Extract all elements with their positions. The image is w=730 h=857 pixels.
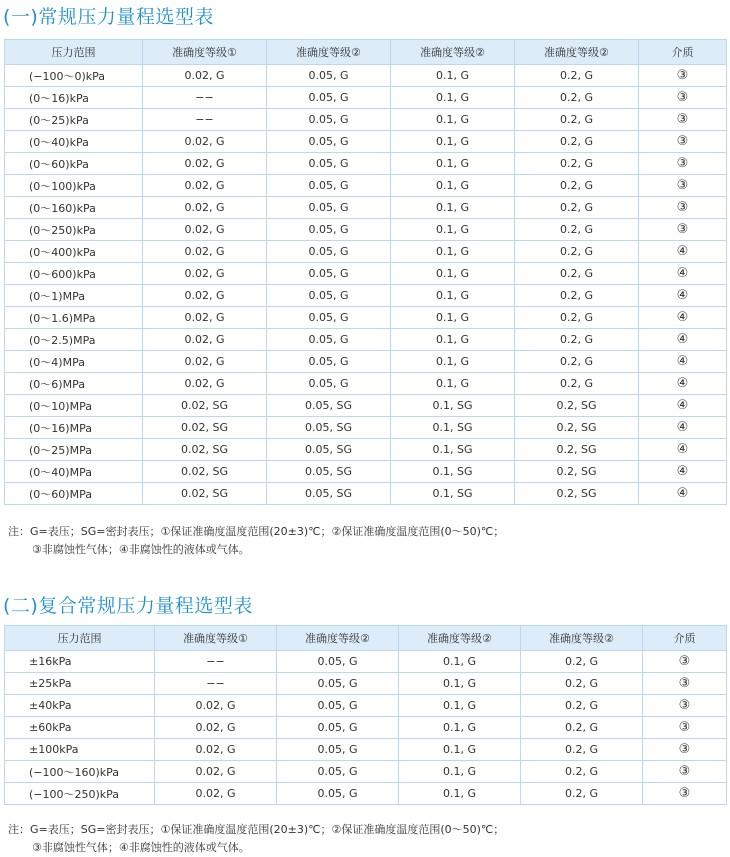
cell-medium: ③ [639,197,727,219]
cell-accuracy-class-2c: 0.2, G [515,373,639,395]
cell-accuracy-class-2b: 0.1, G [391,109,515,131]
cell-medium: ④ [639,351,727,373]
cell-medium: ③ [639,87,727,109]
cell-accuracy-class-2b: 0.1, G [399,761,521,783]
cell-pressure-range: ±100kPa [5,739,155,761]
cell-medium: ④ [639,395,727,417]
cell-accuracy-class-2b: 0.1, G [391,87,515,109]
cell-accuracy-class-1: 0.02, G [143,197,267,219]
cell-pressure-range: (0～16)kPa [5,87,143,109]
table-row [5,329,727,351]
table-row [5,109,727,131]
table-header-row [5,626,727,651]
cell-medium: ④ [639,417,727,439]
cell-accuracy-class-2c: 0.2, SG [515,417,639,439]
cell-accuracy-class-2a: 0.05, G [267,307,391,329]
cell-accuracy-class-1: 0.02, G [155,717,277,739]
table-row [5,197,727,219]
cell-accuracy-class-2c: 0.2, G [515,175,639,197]
cell-accuracy-class-2a: 0.05, G [267,285,391,307]
section-title-compound-range: (二)复合常规压力量程选型表 [3,595,253,617]
cell-accuracy-class-1: 0.02, G [155,783,277,805]
cell-accuracy-class-1: 0.02, G [155,739,277,761]
cell-accuracy-class-2a: 0.05, SG [267,417,391,439]
cell-accuracy-class-2c: 0.2, G [521,651,643,673]
cell-accuracy-class-2a: 0.05, G [267,241,391,263]
cell-accuracy-class-2a: 0.05, G [277,673,399,695]
cell-medium: ③ [639,219,727,241]
cell-accuracy-class-2a: 0.05, G [267,351,391,373]
cell-accuracy-class-2a: 0.05, SG [267,395,391,417]
cell-accuracy-class-2b: 0.1, G [391,219,515,241]
cell-accuracy-class-1: 0.02, G [143,65,267,87]
cell-accuracy-class-2a: 0.05, G [267,87,391,109]
cell-accuracy-class-2c: 0.2, SG [515,461,639,483]
cell-medium: ③ [639,131,727,153]
cell-accuracy-class-2b: 0.1, G [391,153,515,175]
cell-accuracy-class-2a: 0.05, G [267,175,391,197]
cell-accuracy-class-2a: 0.05, G [267,131,391,153]
cell-medium: ④ [639,439,727,461]
cell-accuracy-class-2b: 0.1, G [391,65,515,87]
cell-pressure-range: (0～100)kPa [5,175,143,197]
table-row [5,351,727,373]
cell-accuracy-class-2b: 0.1, G [391,131,515,153]
cell-accuracy-class-2a: 0.05, G [267,219,391,241]
cell-medium: ④ [639,285,727,307]
cell-accuracy-class-2b: 0.1, SG [391,439,515,461]
table-row [5,87,727,109]
table-row [5,417,727,439]
cell-accuracy-class-1: 0.02, G [143,285,267,307]
cell-medium: ③ [643,717,727,739]
cell-pressure-range: (0～40)MPa [5,461,143,483]
cell-accuracy-class-2b: 0.1, G [391,373,515,395]
table-row [5,175,727,197]
note-line: 注：G=表压；SG=密封表压；①保证准确度温度范围(20±3)℃；②保证准确度温度范围(0～50)℃； [8,525,505,538]
cell-accuracy-class-2b: 0.1, G [399,695,521,717]
cell-pressure-range: (0～160)kPa [5,197,143,219]
cell-accuracy-class-2a: 0.05, G [267,263,391,285]
cell-accuracy-class-2c: 0.2, G [515,65,639,87]
cell-pressure-range: (0～1.6)MPa [5,307,143,329]
cell-pressure-range: (0～4)MPa [5,351,143,373]
cell-medium: ④ [639,329,727,351]
cell-accuracy-class-2a: 0.05, G [267,329,391,351]
column-header-accuracy-class-1: 准确度等级① [143,40,267,65]
cell-medium: ③ [643,695,727,717]
cell-accuracy-class-1: 0.02, G [143,307,267,329]
cell-accuracy-class-2c: 0.2, G [515,219,639,241]
cell-accuracy-class-2c: 0.2, G [521,761,643,783]
cell-accuracy-class-1: 0.02, SG [143,417,267,439]
table-row [5,307,727,329]
column-header-accuracy-class-1: 准确度等级① [155,626,277,651]
note-line: 注：G=表压；SG=密封表压；①保证准确度温度范围(20±3)℃；②保证准确度温度范围(0～50)℃； [8,823,505,836]
cell-accuracy-class-2b: 0.1, G [391,263,515,285]
cell-accuracy-class-2c: 0.2, G [515,241,639,263]
cell-accuracy-class-2a: 0.05, G [267,153,391,175]
column-header-accuracy-class-2c: 准确度等级② [515,40,639,65]
cell-accuracy-class-2a: 0.05, G [277,695,399,717]
note-line: ③非腐蚀性气体；④非腐蚀性的液体或气体。 [32,841,250,854]
cell-medium: ④ [639,263,727,285]
cell-pressure-range: (0～250)kPa [5,219,143,241]
cell-accuracy-class-1: −− [155,673,277,695]
cell-accuracy-class-2c: 0.2, G [515,307,639,329]
cell-accuracy-class-2c: 0.2, G [521,739,643,761]
cell-accuracy-class-1: −− [155,651,277,673]
cell-pressure-range: (−100～160)kPa [5,761,155,783]
column-header-pressure-range: 压力范围 [5,40,143,65]
column-header-accuracy-class-2c: 准确度等级② [521,626,643,651]
table-row [5,783,727,805]
section-title-standard-range: (一)常规压力量程选型表 [3,6,214,28]
cell-medium: ④ [639,373,727,395]
cell-medium: ④ [639,483,727,505]
cell-accuracy-class-2a: 0.05, G [277,651,399,673]
table-row [5,461,727,483]
cell-medium: ④ [639,241,727,263]
table-row [5,739,727,761]
cell-accuracy-class-2b: 0.1, G [399,783,521,805]
cell-accuracy-class-1: −− [143,109,267,131]
cell-pressure-range: ±16kPa [5,651,155,673]
cell-accuracy-class-2b: 0.1, G [391,197,515,219]
cell-accuracy-class-2b: 0.1, G [391,285,515,307]
cell-accuracy-class-2a: 0.05, G [277,761,399,783]
column-header-medium: 介质 [643,626,727,651]
table-header-row [5,40,727,65]
cell-medium: ④ [639,461,727,483]
table-row [5,439,727,461]
cell-accuracy-class-2b: 0.1, SG [391,483,515,505]
cell-accuracy-class-1: 0.02, G [143,153,267,175]
cell-accuracy-class-2c: 0.2, SG [515,395,639,417]
cell-accuracy-class-1: 0.02, G [155,761,277,783]
cell-accuracy-class-2b: 0.1, G [399,673,521,695]
table-row [5,153,727,175]
cell-accuracy-class-2b: 0.1, SG [391,417,515,439]
cell-pressure-range: ±40kPa [5,695,155,717]
cell-accuracy-class-2c: 0.2, G [515,87,639,109]
cell-pressure-range: (−100～0)kPa [5,65,143,87]
note-line: ③非腐蚀性气体；④非腐蚀性的液体或气体。 [32,543,250,556]
cell-medium: ④ [639,307,727,329]
cell-accuracy-class-1: 0.02, G [143,131,267,153]
table-row [5,695,727,717]
cell-pressure-range: (0～40)kPa [5,131,143,153]
cell-pressure-range: (0～60)MPa [5,483,143,505]
cell-accuracy-class-2b: 0.1, G [391,351,515,373]
cell-accuracy-class-2a: 0.05, SG [267,461,391,483]
cell-medium: ③ [643,783,727,805]
cell-accuracy-class-1: 0.02, G [143,373,267,395]
table-row [5,219,727,241]
cell-accuracy-class-2a: 0.05, G [267,109,391,131]
cell-accuracy-class-2b: 0.1, G [391,175,515,197]
table-row [5,263,727,285]
cell-accuracy-class-2a: 0.05, G [267,65,391,87]
cell-pressure-range: (0～600)kPa [5,263,143,285]
cell-pressure-range: (0～10)MPa [5,395,143,417]
table-row [5,65,727,87]
standard-range-table [4,39,727,505]
compound-range-table [4,625,727,805]
table-row [5,395,727,417]
column-header-accuracy-class-2a: 准确度等级② [267,40,391,65]
cell-accuracy-class-2c: 0.2, G [515,131,639,153]
cell-accuracy-class-2a: 0.05, G [277,717,399,739]
column-header-accuracy-class-2b: 准确度等级② [399,626,521,651]
cell-accuracy-class-2c: 0.2, G [515,109,639,131]
cell-accuracy-class-1: −− [143,87,267,109]
cell-accuracy-class-1: 0.02, G [143,263,267,285]
cell-medium: ③ [643,739,727,761]
cell-accuracy-class-2b: 0.1, G [391,307,515,329]
column-header-accuracy-class-2b: 准确度等级② [391,40,515,65]
table-row [5,131,727,153]
table-row [5,761,727,783]
cell-accuracy-class-2b: 0.1, SG [391,461,515,483]
cell-accuracy-class-2a: 0.05, SG [267,439,391,461]
cell-accuracy-class-1: 0.02, SG [143,439,267,461]
cell-accuracy-class-1: 0.02, SG [143,461,267,483]
column-header-accuracy-class-2a: 准确度等级② [277,626,399,651]
cell-pressure-range: (0～1)MPa [5,285,143,307]
cell-accuracy-class-2c: 0.2, G [515,285,639,307]
cell-accuracy-class-2c: 0.2, G [521,717,643,739]
cell-accuracy-class-1: 0.02, G [143,175,267,197]
cell-accuracy-class-2b: 0.1, G [391,241,515,263]
cell-accuracy-class-2a: 0.05, G [267,373,391,395]
table-row [5,285,727,307]
compound-range-note [8,821,504,857]
cell-accuracy-class-1: 0.02, G [143,351,267,373]
column-header-medium: 介质 [639,40,727,65]
cell-pressure-range: (0～25)MPa [5,439,143,461]
cell-accuracy-class-2a: 0.05, SG [267,483,391,505]
cell-accuracy-class-1: 0.02, G [155,695,277,717]
cell-accuracy-class-2a: 0.05, G [277,783,399,805]
cell-pressure-range: ±25kPa [5,673,155,695]
table-row [5,673,727,695]
cell-accuracy-class-2c: 0.2, G [515,329,639,351]
cell-medium: ③ [639,65,727,87]
cell-accuracy-class-2a: 0.05, G [277,739,399,761]
cell-pressure-range: ±60kPa [5,717,155,739]
cell-medium: ③ [643,651,727,673]
cell-accuracy-class-2c: 0.2, SG [515,483,639,505]
cell-pressure-range: (0～25)kPa [5,109,143,131]
cell-accuracy-class-1: 0.02, SG [143,483,267,505]
cell-pressure-range: (0～16)MPa [5,417,143,439]
cell-accuracy-class-2c: 0.2, G [521,695,643,717]
cell-accuracy-class-1: 0.02, G [143,241,267,263]
cell-medium: ③ [639,175,727,197]
cell-medium: ③ [643,673,727,695]
table-row [5,373,727,395]
cell-accuracy-class-1: 0.02, G [143,329,267,351]
cell-accuracy-class-2b: 0.1, G [391,329,515,351]
cell-accuracy-class-2b: 0.1, G [399,651,521,673]
cell-pressure-range: (0～6)MPa [5,373,143,395]
cell-accuracy-class-2b: 0.1, G [399,717,521,739]
cell-medium: ③ [639,153,727,175]
table-row [5,717,727,739]
standard-range-note [8,523,504,559]
cell-accuracy-class-2c: 0.2, G [521,783,643,805]
cell-accuracy-class-2c: 0.2, G [515,197,639,219]
cell-accuracy-class-1: 0.02, SG [143,395,267,417]
cell-pressure-range: (0～60)kPa [5,153,143,175]
table-row [5,483,727,505]
cell-accuracy-class-2c: 0.2, G [515,351,639,373]
cell-accuracy-class-2c: 0.2, G [515,263,639,285]
cell-pressure-range: (0～2.5)MPa [5,329,143,351]
column-header-pressure-range: 压力范围 [5,626,155,651]
cell-accuracy-class-2b: 0.1, G [399,739,521,761]
cell-accuracy-class-2b: 0.1, SG [391,395,515,417]
cell-medium: ③ [643,761,727,783]
cell-accuracy-class-2a: 0.05, G [267,197,391,219]
cell-accuracy-class-1: 0.02, G [143,219,267,241]
cell-accuracy-class-2c: 0.2, G [521,673,643,695]
table-row [5,241,727,263]
table-row [5,651,727,673]
cell-pressure-range: (0～400)kPa [5,241,143,263]
cell-accuracy-class-2c: 0.2, G [515,153,639,175]
cell-accuracy-class-2c: 0.2, SG [515,439,639,461]
cell-medium: ③ [639,109,727,131]
cell-pressure-range: (−100～250)kPa [5,783,155,805]
